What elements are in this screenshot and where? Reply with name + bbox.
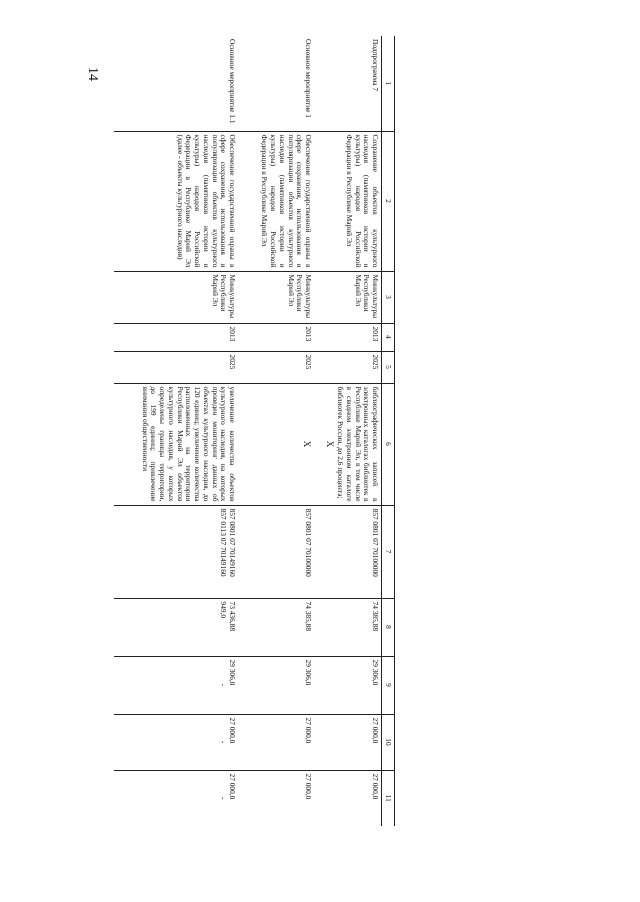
header-cell: 3 [382,271,395,323]
expected-result-mark: Х [325,440,336,448]
end-year: 2025 [114,351,238,383]
amount-col8 [114,598,238,656]
amount-line: - [219,740,229,744]
program-name: Подпрограмма 7 [371,39,380,92]
table-row [314,36,382,826]
budget-code-line: 857 0801 07 70149160 [228,508,237,577]
header-cell: 10 [382,714,395,770]
amount-line: 73 436,88 [228,601,237,632]
amount-col9 [114,656,238,714]
program-title: Обеспечение государственной охраны в сфере сохранения, использования и популяризации объектов культурного наследия (памятников истории и культуры) народов Российской Федерации в Республике Марий Эл (далее - объекты культурного наследия) [114,131,238,271]
table-row [114,36,238,826]
program-name: Основное мероприятие 1.1 [228,39,237,124]
amount-col11 [114,770,238,826]
amount-line: - [219,683,229,687]
rotated-table-area [99,36,395,826]
header-cell: 1 [382,36,395,131]
program-title: Сохранение объектов культурного наследия (памятников истории и культуры) народов Российской Федерации в Республике Марий Эл [314,131,382,271]
program-title: Обеспечение государственной охраны в сфере сохранения, использования и популяризации объектов культурного наследия (памятников истории и культуры) народов Российской Федерации в Республике Марий Эл [238,131,314,271]
header-cell: 2 [382,131,395,271]
budget-table [114,36,395,826]
program-name: Основное мероприятие 1 [304,39,313,118]
budget-code: 857 0801 07 70100000 [314,505,382,598]
amount-col8: 74 385,88 [238,598,314,656]
amount-line: 949,0 [219,601,229,619]
page-number: 14 [85,67,100,81]
start-year: 2013 [314,323,382,351]
responsible-executor: Минкультуры Республики Марий Эл [238,271,314,323]
header-cell: 4 [382,323,395,351]
table-row [238,36,314,826]
start-year: 2013 [114,323,238,351]
amount-col9: 29 306,0 [314,656,382,714]
header-cell: 5 [382,351,395,383]
amount-line: - [219,797,229,800]
responsible-executor: Минкультуры Республики Марий Эл [114,271,238,323]
amount-line: 27 000,0 [228,717,237,744]
header-cell: 9 [382,656,395,714]
expected-result: увеличение количества объектов культурного наследия, на которых проведен мониторинг данных об объектах культурного наследия, до 120 единиц; увеличение количества расположенных на территории Республики Марий Эл объектов культурного наследия, у которых определены границы территории, до 199 единиц; привлечение внимания общественности [114,383,238,505]
budget-code [114,505,238,598]
amount-col9: 29 306,0 [238,656,314,714]
end-year: 2025 [314,351,382,383]
header-cell: 6 [382,383,395,505]
amount-col8: 74 385,88 [314,598,382,656]
start-year: 2013 [238,323,314,351]
amount-col10: 27 000,0 [238,714,314,770]
expected-result-mark: Х [238,383,314,505]
amount-col10 [114,714,238,770]
amount-line: 29 306,0 [228,659,237,686]
responsible-executor: Минкультуры Республики Марий Эл [314,271,382,323]
header-row [382,36,395,826]
budget-code-line: 857 0113 07 70149160 [219,508,229,577]
header-cell: 8 [382,598,395,656]
header-cell: 7 [382,505,395,598]
amount-col11: 27 000,0 [314,770,382,826]
amount-col10: 27 000,0 [314,714,382,770]
expected-result-text: библиографических записей в электронных каталогах библиотек в Республике Марий Эл, в том числе в сводном электронном каталоге библиотек России, до 2,6 процента; [336,386,380,502]
budget-code: 857 0801 07 70100000 [238,505,314,598]
end-year: 2025 [238,351,314,383]
amount-col11: 27 000,0 [238,770,314,826]
amount-line: 27 000,0 [228,773,237,800]
header-cell: 11 [382,770,395,826]
expected-result [314,383,382,505]
